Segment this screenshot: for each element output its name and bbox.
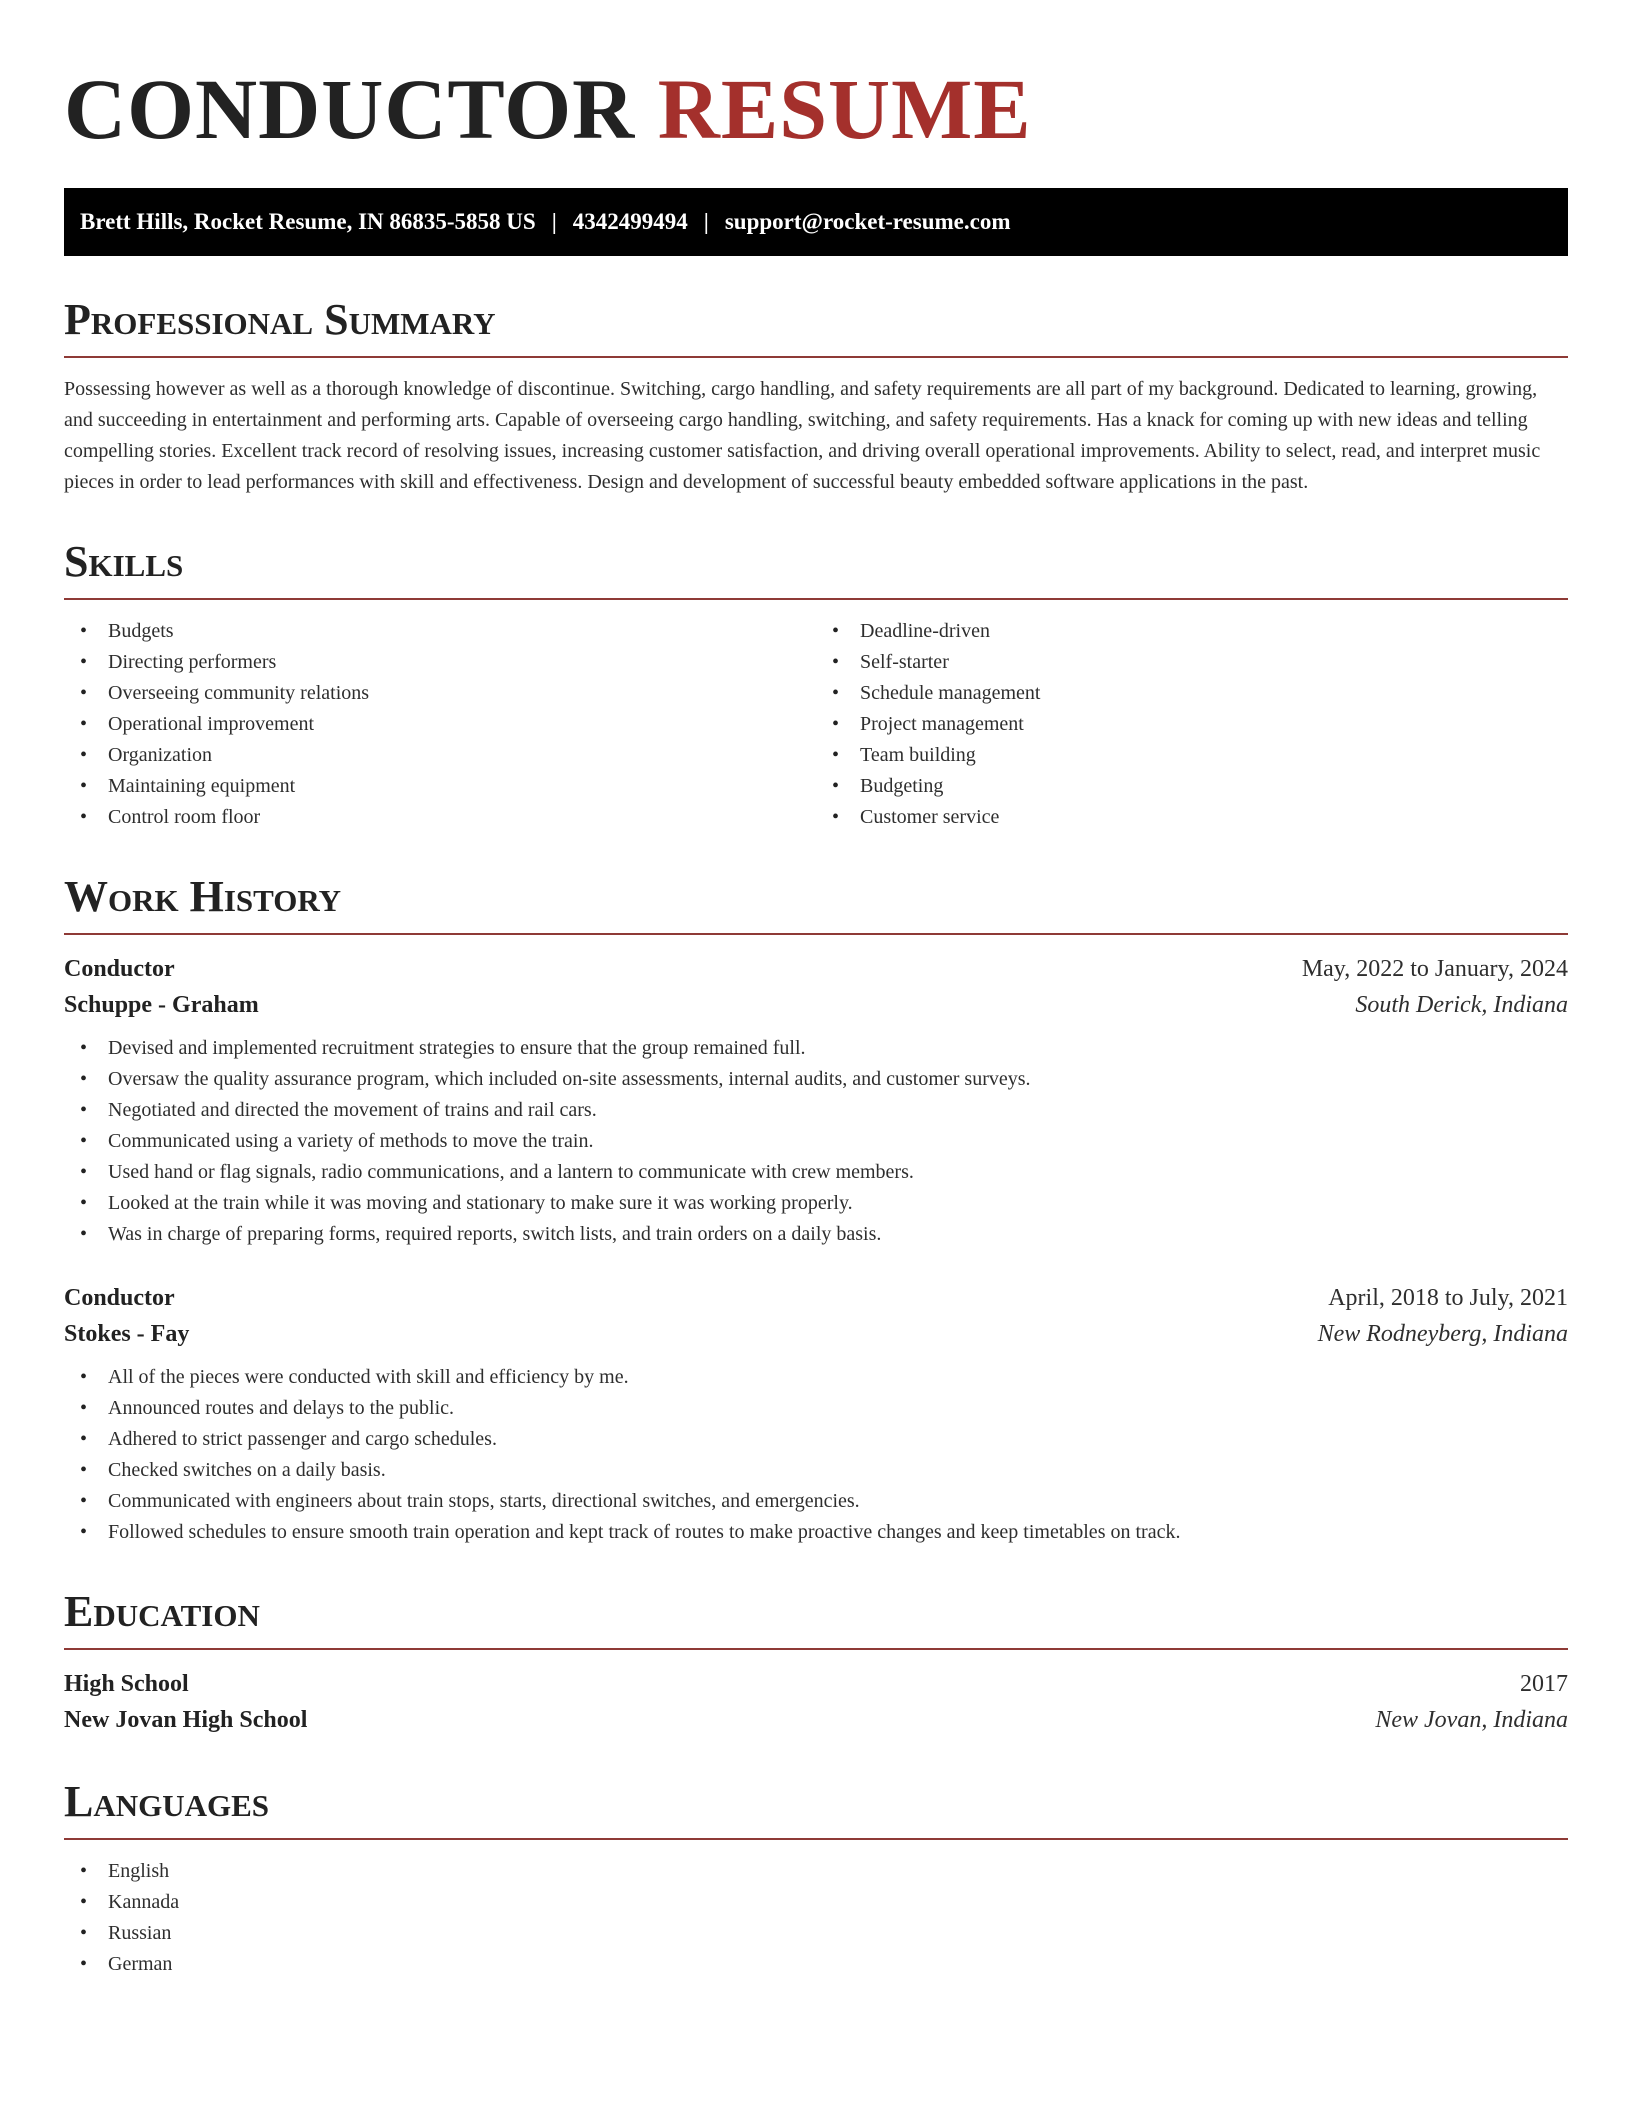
job-duty: • Communicated with engineers about train stops, starts, directional switches, and emergencies. (64, 1486, 1568, 1517)
summary-section (64, 295, 1568, 498)
languages-list (64, 1856, 1568, 1980)
job-duty: • Devised and implemented recruitment strategies to ensure that the group remained full. (64, 1033, 1568, 1064)
skill-item: • Operational improvement (64, 709, 816, 740)
skill-item: • Project management (816, 709, 1568, 740)
skills-list-right (816, 616, 1568, 833)
job-title: Conductor (64, 956, 175, 982)
job-duty: • Checked switches on a daily basis. (64, 1455, 1568, 1486)
language-item: • English (64, 1856, 1568, 1887)
skills-list-left (64, 616, 816, 833)
skill-item: • Team building (816, 740, 1568, 771)
job-title-row (64, 951, 1568, 987)
job-duty: • Followed schedules to ensure smooth train operation and kept track of routes to make proactive changes and keep timetables on track. (64, 1517, 1568, 1548)
skill-item: • Overseeing community relations (64, 678, 816, 709)
job-duties-list (64, 1033, 1568, 1250)
education-year: 2017 (1520, 1671, 1568, 1697)
education-degree: High School (64, 1671, 189, 1697)
job-entry (64, 1280, 1568, 1548)
resume-title (64, 61, 1568, 157)
languages-heading: Languages (64, 1780, 1568, 1840)
title-main: CONDUCTOR (64, 61, 636, 157)
contact-separator: | (703, 209, 709, 234)
summary-text: Possessing however as well as a thorough knowledge of discontinue. Switching, cargo handling, and safety requirements are all part of my background. Dedicated to learning, growing, and succeeding in entertainment and performing arts. Capable of overseeing cargo handling, switching, and safety requirements. Has a knack for coming up with new ideas and telling compelling stories. Excellent track record of resolving issues, increasing customer satisfaction, and driving overall operational improvements. Ability to select, read, and interpret music pieces in order to lead performances with skill and effectiveness. Design and development of successful beauty embedded software applications in the past. (64, 378, 1541, 493)
skill-item: • Schedule management (816, 678, 1568, 709)
skill-item: • Maintaining equipment (64, 771, 816, 802)
education-section (64, 1587, 1568, 1738)
job-dates: April, 2018 to July, 2021 (1328, 1285, 1568, 1311)
skill-item: • Directing performers (64, 647, 816, 678)
skill-item: • Budgets (64, 616, 816, 647)
job-dates: May, 2022 to January, 2024 (1301, 956, 1568, 982)
summary-heading: Professional Summary (64, 298, 1568, 358)
job-duty: • Oversaw the quality assurance program, which included on-site assessments, internal audits, and customer surveys. (64, 1064, 1568, 1095)
job-duties-list (64, 1362, 1568, 1548)
job-title: Conductor (64, 1285, 175, 1311)
job-duty: • All of the pieces were conducted with skill and efficiency by me. (64, 1362, 1568, 1393)
education-school-row (64, 1702, 1568, 1738)
skill-item: • Customer service (816, 802, 1568, 833)
job-entry (64, 951, 1568, 1250)
job-location: South Derick, Indiana (1355, 992, 1568, 1018)
job-duty: • Used hand or flag signals, radio communications, and a lantern to communicate with crew members. (64, 1157, 1568, 1188)
skill-item: • Deadline-driven (816, 616, 1568, 647)
skill-item: • Organization (64, 740, 816, 771)
skill-item: • Budgeting (816, 771, 1568, 802)
contact-bar (64, 188, 1568, 256)
job-company: Stokes - Fay (64, 1321, 190, 1347)
job-title-row (64, 1280, 1568, 1316)
skills-heading: Skills (64, 540, 1568, 600)
job-location: New Rodneyberg, Indiana (1317, 1321, 1568, 1347)
contact-address: Brett Hills, Rocket Resume, IN 86835-5858 US (80, 209, 536, 234)
work-history-section (64, 872, 1568, 1548)
contact-separator: | (551, 209, 557, 234)
title-accent: RESUME (657, 61, 1032, 157)
job-duty: • Announced routes and delays to the public. (64, 1393, 1568, 1424)
language-item: • Kannada (64, 1887, 1568, 1918)
contact-email: support@rocket-resume.com (724, 209, 1011, 234)
skills-section (64, 537, 1568, 833)
contact-phone: 4342499494 (572, 209, 688, 234)
job-duty: • Was in charge of preparing forms, required reports, switch lists, and train orders on a daily basis. (64, 1219, 1568, 1250)
education-school: New Jovan High School (64, 1707, 308, 1733)
job-duty: • Communicated using a variety of methods to move the train. (64, 1126, 1568, 1157)
job-company-row (64, 1316, 1568, 1352)
skill-item: • Self-starter (816, 647, 1568, 678)
language-item: • Russian (64, 1918, 1568, 1949)
job-duty: • Looked at the train while it was moving and stationary to make sure it was working properly. (64, 1188, 1568, 1219)
job-company: Schuppe - Graham (64, 992, 259, 1018)
education-location: New Jovan, Indiana (1375, 1707, 1568, 1733)
languages-section (64, 1777, 1568, 1980)
skill-item: • Control room floor (64, 802, 816, 833)
job-duty: • Negotiated and directed the movement of trains and rail cars. (64, 1095, 1568, 1126)
education-degree-row (64, 1666, 1568, 1702)
language-item: • German (64, 1949, 1568, 1980)
education-heading: Education (64, 1590, 1568, 1650)
work-history-heading: Work History (64, 875, 1568, 935)
skills-columns (64, 616, 1568, 833)
education-entry (64, 1666, 1568, 1738)
job-duty: • Adhered to strict passenger and cargo schedules. (64, 1424, 1568, 1455)
job-company-row (64, 987, 1568, 1023)
